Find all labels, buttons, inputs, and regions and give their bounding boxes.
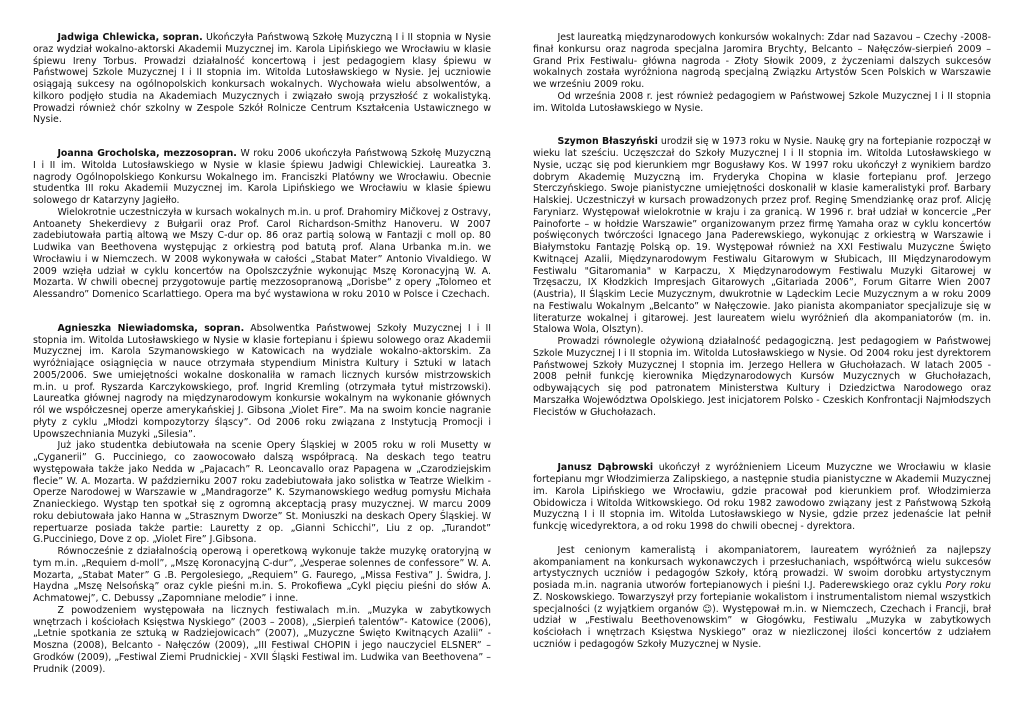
artist-name: Szymon Błaszyński <box>557 136 658 148</box>
paragraph: Wielokrotnie uczestniczyła w kursach wokalnych m.in. u prof. Drahomiry Mičkovej z Ostravy, Antoanety Shekerdievy z Bułgarii oraz Prof. Carol Richardson-Smithz Hanoveru. W 2007 zadebiutowała partią altową we Mszy C-dur op. 86 oraz partią solową w Fantazji c moll op. 80 Ludwika van Beethovena występując z orkiestrą pod batutą prof. Alana Urbanka m.in. we Wrocławiu i w Niemczech. W 2008 wykonywała w całości „Stabat Mater” Antonio Vivaldiego. W 2009 wzięła udział w cyklu koncertów na Opolszczyźnie wykonując Mszę Koronacyjną W. A. Mozarta. W chwili obecnej przygotowuje partię mezzosopranową „Dorisbe” z opery „Tolomeo et Alessandro” Domenico Scarlattiego. Opera ma być wystawiona w roku 2010 w Polsce i Czechach. <box>33 206 491 300</box>
paragraph: Równocześnie z działalnością operową i operetkową wykonuje także muzykę oratoryjną w tym m.in. „Requiem d-moll”, „Mszę Koronacyjną C-dur”, „Vesperae solennes de confessore” W. A. Mozarta, „Stabat Mater” G .B. Pergolesiego, „Requiem” G. Faurego, „Missa Festiva” J. Świdra, J. Haydna „Mszę Nelsońską” oraz cykle pieśni m.in. S. Prokofiewa „Cykl pięciu pieśni do słów A. Achmatowej”, C. Debussy „Zapomniane melodie” i inne. <box>33 546 491 604</box>
paragraph-text: ukończył z wyróżnieniem Liceum Muzyczne we Wrocławiu w klasie fortepianu mgr Włodzimierza Zalipskiego, a następnie studia pianistyczne w Akademii Muzycznej im. Karola Lipińskiego we Wrocławiu, gdzie pracował pod kierunkiem prof. Włodzimierza Obidowicza i Witolda Witkowskiego. Od roku 1982 zawodowo związany jest z Państwową Szkołą Muzyczną I i II stopnia im. Witolda Lutosławskiego w Nysie, gdzie przez jedenaście lat pełnił funkcję wicedyrektora, a od roku 1998 do chwili obecnej - dyrektora. <box>533 462 992 532</box>
paragraph <box>533 545 991 651</box>
paragraph: Już jako studentka debiutowała na scenie Opery Śląskiej w 2005 roku w roli Musetty w „Cyganerii” G. Pucciniego, co zaowocowało dalszą współpracą. Na deskach tego teatru występowała także jako Nedda w „Pajacach” R. Leoncavallo oraz Papagena w „Czarodziejskim flecie” W. A. Mozarta. W październiku 2007 roku zadebiutowała jako solistka w Teatrze Wielkim - Operze Narodowej w Warszawie w „Mandragorze” K. Szymanowskiego według pomysłu Michała Znanieckiego. Wystąp ten spotkał się z ogromną akceptacją prasy muzycznej. W marcu 2009 roku debiutowała jako Hanna w „Strasznym Dworze” St. Moniuszki na deskach Opery Śląskiej. W repertuarze posiada także partie: Lauretty z op. „Gianni Schicchi”, Liu z op. „Turandot” G.Pucciniego, Dove z op. „Violet Fire” J.Gibsona. <box>33 440 491 546</box>
artist-name: Jadwiga Chlewicka, sopran. <box>57 32 203 43</box>
work-title: Pory roku <box>945 580 992 591</box>
paragraph-text: Ukończyła Państwową Szkołę Muzyczną I i II stopnia w Nysie oraz wydział wokalno-aktorski Akademii Muzycznej im. Karola Lipińskiego we Wrocławiu w klasie śpiewu Ireny Torbus. Prowadzi działalność koncertową i jest pedagogiem klasy śpiewu w Państwowej Szkole Muzycznej I i II stopnia im. Witolda Lutosławskiego w Nysie. Jej uczniowie osiągają sukcesy na ogólnopolskich konkursach wokalnych. Wychowała wielu absolwentów, a kilkoro podjęło studia na Akademiach Muzycznych i związało swoją przyszłość z wokalistyką. Prowadzi również chór szkolny w Zespole Szkół Rolnicze Centrum Kształcenia Ustawicznego w Nysie. <box>33 32 491 126</box>
bio-blaszynski <box>533 136 991 336</box>
paragraph-text: W roku 2006 ukończyła Państwową Szkołę Muzyczną I i II im. Witolda Lutosławskiego w Nysie w klasie śpiewu Jadwigi Chlewickiej. Laureatka 3. nagrody Ogólnopolskiego Konkursu Wokalnego im. Franciszki Platówny we Wrocławiu. Obecnie studentka III roku Akademii Muzycznej im. Karola Lipińskiego we Wrocławiu w klasie śpiewu solowego dr Katarzyny Jagiełło. <box>33 148 491 206</box>
paragraph: Z powodzeniem występowała na licznych festiwalach m.in. „Muzyka w zabytkowych wnętrzach i kościołach Księstwa Nyskiego” (2003 – 2008), „Sierpień talentów”- Katowice (2006), „Letnie spotkania ze sztuką w Radziejowicach” (2007), „Muzyczne Święto Kwitnących Azalii” - Moszna (2008), Belcanto - Nałęczów (2009), „III Festiwal CHOPIN i jego nauczyciel ELSNER” – Grodków (2009), „Festiwal Ziemi Prudnickiej - XVII Śląski Festiwal im. Ludwika van Beethovena” – Prudnik (2009). <box>33 604 491 675</box>
bio-grocholska <box>33 148 491 207</box>
left-column <box>33 32 491 675</box>
paragraph: Od września 2008 r. jest również pedagogiem w Państwowej Szkole Muzycznej I i II stopnia im. Witolda Lutosławskiego w Nysie. <box>533 90 991 114</box>
bio-chlewicka <box>33 32 491 126</box>
artist-name: Agnieszka Niewiadomska, sopran. <box>57 322 245 334</box>
paragraph-text: Absolwentka Państwowej Szkoły Muzycznej I i II stopnia im. Witolda Lutosławskiego w Nysie w klasie fortepianu i śpiewu solowego oraz Akademii Muzycznej im. Karola Szymanowskiego w Katowicach na wydziale wokalno-aktorskim. Za wyróżniające osiągnięcia w nauce otrzymała stypendium Ministra Kultury i Sztuki w latach 2005/2006. Swe umiejętności wokalne doskonaliła w ramach licznych kursów mistrzowskich m.in. u prof. Ryszarda Karczykowskiego, prof. Ingrid Kremling (otrzymała tytuł mistrzowski). Laureatka głównej nagrody na międzynarodowym konkursie wokalnym na wykonanie głównych ról we współczesnej operze amerykańskiej J. Gibsona „Violet Fire”. Ma na swoim koncie nagranie płyty z cyklu „Młodzi kompozytorzy śląscy”. Od 2006 roku związana z Instytucją Promocji i Upowszechniania Muzyki „Silesia”. <box>33 322 491 440</box>
bio-dabrowski <box>533 462 991 533</box>
paragraph-text: Z. Noskowskiego. Towarzyszył przy fortepianie wokalistom i instrumentalistom niemal wszystkich specjalności (z wyjątkiem organów ☺). Występował m.in. w Niemczech, Czechach i Francji, brał udział w „Festiwalu Beethovenowskim” w Głogówku, Festiwalu „Muzyka w zabytkowych kościołach i wnętrzach Księstwa Nyskiego” oraz w niezliczonej ilości koncertów z udziałem uczniów i pedagogów Szkoły Muzycznej w Nysie. <box>533 591 991 650</box>
artist-name: Joanna Grocholska, mezzosopran. <box>57 148 237 159</box>
paragraph-text: Jest cenionym kameralistą i akompaniatorem, laureatem wyróżnień za najlepszy akompaniament na konkursach wykonawczych i przesłuchaniach, współtwórcą wielu sukcesów artystycznych uczniów i pedagogów Szkoły, którą prowadzi. W swoim dorobku artystycznym posiada m.in. nagrania utworów fortepianowych i pieśni I.J. Paderewskiego oraz cyklu <box>533 544 991 591</box>
artist-name: Janusz Dąbrowski <box>557 462 654 474</box>
paragraph-text: urodził się w 1973 roku w Nysie. Naukę gry na fortepianie rozpoczął w wieku lat sześciu. Uczęszczał do Szkoły Muzycznej I i II stopnia im. Witolda Lutosławskiego w Nysie, ucząc się pod kierunkiem mgr Bogusławy Kos. W 1997 roku ukończył z wynikiem bardzo dobrym Akademię Muzyczną im. Fryderyka Chopina w klasie fortepianu prof. Jerzego Sterczyńskiego. Swoje pianistyczne umiejętności doskonalił w klasie kameralistyki prof. Barbary Halskiej. Uczestniczył w kursach prowadzonych przez prof. Reginę Smendziankę oraz prof. Alicję Faryniarz. Występował wielokrotnie w kraju i za granicą. W 1996 r. brał udział w koncercie „Per Painoforte – w hołdzie Warszawie” organizowanym przez firmę Yamaha oraz w cyklu koncertów poświęconych twórczości Ignacego Jana Paderewskiego, wykonując z orkiestrą w Warszawie i Białymstoku Fantazję Polską op. 19. Występował również na XXI Festiwalu Muzyczne Święto Kwitnącej Azalii, Międzynarodowym Festiwalu Gitarowym w Słubicach, III Międzynarodowym Festiwalu "Gitaromania" w Karpaczu, X Międzynarodowym Festiwalu Muzyki Gitarowej w Trzęsaczu, IX Kłodzkich Impresjach Gitarowych „Gitariada 2006”, Forum Gitarre Wien 2007 (Austria), II Śląskim Lecie Muzycznym, dwukrotnie w Lądeckim Lecie Muzycznym a w roku 2009 na Festiwalu Wokalnym „Belcanto” w Nałęczowie. Jako pianista akompaniator specjalizuje się w literaturze wokalnej i gitarowej. Jest laureatem wielu wyróżnień dla akompaniatorów (m. in. Stalowa Wola, Olsztyn). <box>533 136 991 336</box>
bio-niewiadomska <box>33 323 491 441</box>
right-column <box>533 32 991 651</box>
paragraph: Jest laureatką międzynarodowych konkursów wokalnych: Zdar nad Sazavou – Czechy -2008- finał konkursu oraz nagroda specjalna Jaromira Brychty, Belcanto – Nałęczów-sierpień 2009 – Grand Prix Festiwalu- główna nagroda - Złoty Słowik 2009, z życzeniami dalszych sukcesów wokalnych została wyróżniona nagrodą specjalną Związku Artystów Scen Polskich w Warszawie we wrześniu 2009 roku. <box>533 32 991 90</box>
paragraph: Prowadzi równolegle ożywioną działalność pedagogiczną. Jest pedagogiem w Państwowej Szkole Muzycznej I i II stopnia im. Witolda Lutosławskiego w Nysie. Od 2004 roku jest dyrektorem Państwowej Szkoły Muzycznej I stopnia im. Jerzego Hellera w Głuchołazach. W latach 2005 - 2008 pełnił funkcję kierownika Międzynarodowych Kursów Muzycznych w Głuchołazach, odbywających się pod patronatem Ministerstwa Kultury i Dziedzictwa Narodowego oraz Marszałka Województwa Opolskiego. Jest inicjatorem Polsko - Czeskich Konfrontacji Najmłodszych Flecistów w Głuchołazach. <box>533 336 991 418</box>
